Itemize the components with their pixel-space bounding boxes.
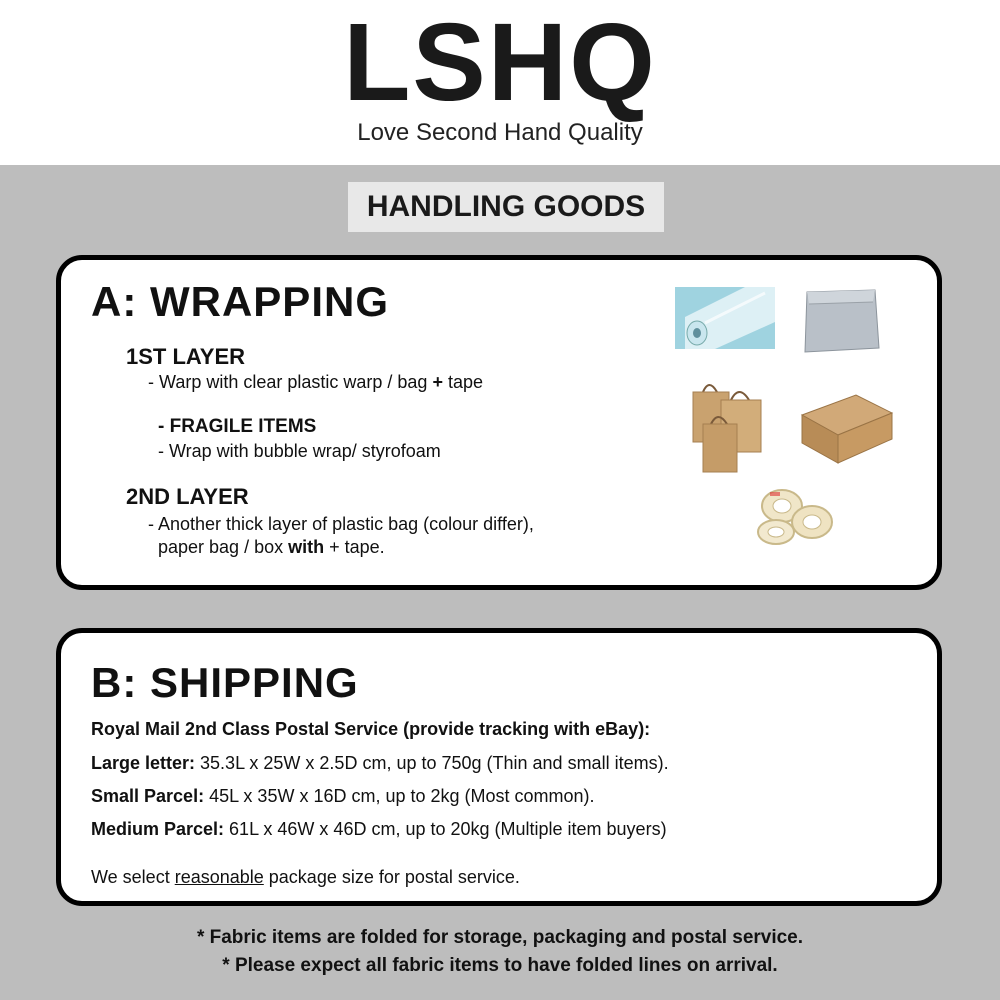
paper-bags-icon [685,378,765,476]
shipping-item-label: Large letter: [91,753,196,773]
shipping-note-pre: We select [91,867,175,887]
shipping-item-small-parcel [91,785,595,807]
plastic-roll-icon [675,287,775,349]
footer-note-1: * Fabric items are folded for storage, packaging and postal service. [196,927,804,948]
shipping-item-medium-parcel [91,818,667,840]
shipping-panel [56,628,942,906]
layer2-text-1: - Another thick layer of plastic bag (colour differ), [148,514,534,534]
tape-rolls-icon [754,482,836,550]
shipping-note [91,866,520,888]
shipping-item-large-letter [91,752,669,774]
fragile-text: - Wrap with bubble wrap/ styrofoam [158,441,441,461]
layer1-heading: 1ST LAYER [126,344,246,369]
layer2-heading: 2ND LAYER [126,484,249,509]
layer1-text [148,371,483,393]
wrapping-panel [56,255,942,590]
layer2-text-2-pre: paper bag / box [158,537,289,557]
shipping-title: B: SHIPPING [91,659,359,706]
shipping-item-text: 35.3L x 25W x 2.5D cm, up to 750g (Thin and small items). [195,753,669,773]
header [0,0,1000,165]
layer2-text-2-bold: with [288,537,325,557]
mailing-bag-icon [801,288,881,354]
cardboard-box-icon [798,387,896,467]
layer1-plus: + [432,372,443,392]
layer2-text-2-post: + tape. [324,537,385,557]
shipping-item-label: Medium Parcel: [91,819,225,839]
shipping-item-text: 61L x 46W x 46D cm, up to 20kg (Multiple item buyers) [224,819,667,839]
shipping-note-underlined: reasonable [174,867,264,887]
brand-logo: LSHQ [343,1,657,124]
brand-tagline: Love Second Hand Quality [357,119,643,146]
section-title: HANDLING GOODS [348,182,664,232]
footer-note-2: * Please expect all fabric items to have folded lines on arrival. [222,955,778,976]
shipping-item-text: 45L x 35W x 16D cm, up to 2kg (Most common). [204,786,595,806]
shipping-service: Royal Mail 2nd Class Postal Service (provide tracking with eBay): [91,719,651,739]
shipping-note-post: package size for postal service. [263,867,520,887]
shipping-item-label: Small Parcel: [91,786,205,806]
wrapping-title: A: WRAPPING [91,278,389,325]
layer2-text-2 [158,536,385,558]
layer1-text-pre: - Warp with clear plastic warp / bag [148,372,433,392]
fragile-heading: - FRAGILE ITEMS [158,416,317,437]
layer1-text-post: tape [442,372,483,392]
